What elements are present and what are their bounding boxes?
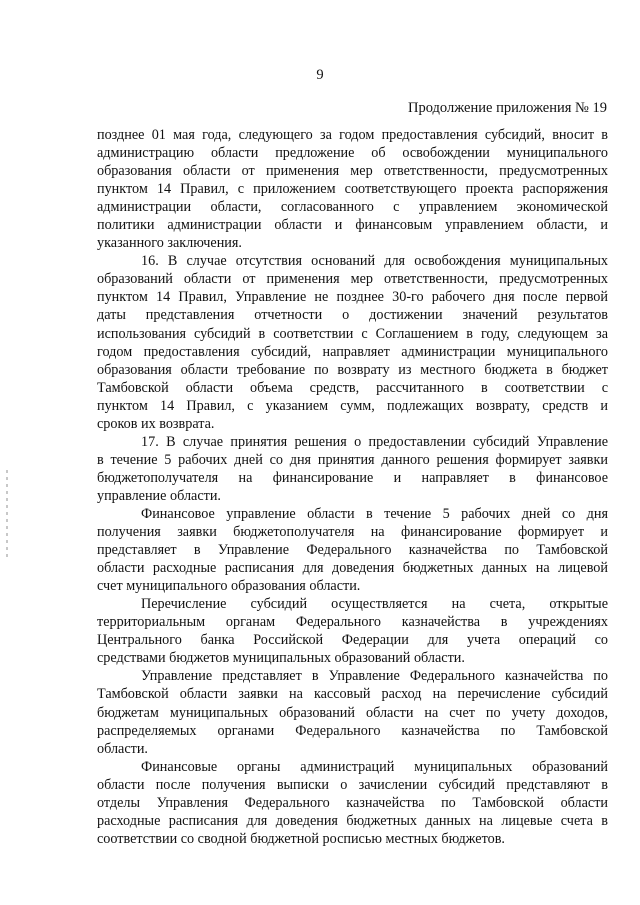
text-line: Финансовое управление области в течение 5 рабочих дней со дня xyxy=(141,505,608,522)
text-line: соответствии со сводной бюджетной росписью местных бюджетов. xyxy=(97,830,505,847)
text-line: годом предоставления субсидий, направляет администрации муниципального xyxy=(97,343,608,360)
text-line: средствами бюджетов муниципальных образований области. xyxy=(97,650,465,667)
text-line: администрацию области предложение об освобождении муниципального xyxy=(97,145,608,162)
paragraph xyxy=(97,667,608,757)
text-line: Тамбовской области заявки на кассовый расход на перечисление субсидий xyxy=(97,686,608,703)
text-line: получения заявки бюджетополучателя на финансирование формирует и xyxy=(97,524,608,541)
text-line: пунктом 14 Правил, с указанием сумм, подлежащих возврату, средств и xyxy=(97,397,608,414)
text-line: представляет в Управление Федерального казначейства по Тамбовской xyxy=(97,542,608,559)
text-line: использования субсидий в соответствии с Соглашением в году, следующем за xyxy=(97,325,608,342)
text-line: политики администрации области и финансовым управлением области, и xyxy=(97,217,608,234)
paragraph xyxy=(97,252,608,432)
text-line: Управление представляет в Управление Федерального казначейства по xyxy=(141,668,608,685)
text-line: области. xyxy=(97,740,148,757)
appendix-continuation-note: Продолжение приложения № 19 xyxy=(408,100,607,116)
paragraph xyxy=(97,433,608,505)
paragraph xyxy=(97,758,608,848)
text-line: области после получения выписки о зачислении субсидий представляют в xyxy=(97,776,608,793)
text-line: пунктом 14 Правил, с приложением соответствующего проекта распоряжения xyxy=(97,181,608,198)
text-line: администрации области, согласованного с управлением экономической xyxy=(97,199,608,216)
text-line: указанного заключения. xyxy=(97,235,242,252)
text-line: сроков их возврата. xyxy=(97,415,215,432)
text-line: пунктом 14 Правил, Управление не позднее 30-го рабочего дня после первой xyxy=(97,289,608,306)
text-line: Перечисление субсидий осуществляется на счета, открытые xyxy=(141,596,608,613)
paragraph xyxy=(97,505,608,595)
text-line: в течение 5 рабочих дней со дня принятия данного решения формирует заявки xyxy=(97,451,608,468)
page-number: 9 xyxy=(316,67,324,83)
text-line: 17. В случае принятия решения о предоставлении субсидий Управление xyxy=(141,433,608,450)
text-line: управление области. xyxy=(97,487,221,504)
text-line: Центрального банка Российской Федерации для учета операций со xyxy=(97,632,608,649)
text-line: образования области требование по возврату из местного бюджета в бюджет xyxy=(97,361,608,378)
text-line: распределяемых органами Федерального казначейства по Тамбовской xyxy=(97,722,608,739)
text-line: расходные расписания для доведения бюджетных данных на лицевые счета в xyxy=(97,812,608,829)
text-line: бюджетам муниципальных образований области на счет по учету доходов, xyxy=(97,704,608,721)
text-line: даты представления отчетности о достижении значений результатов xyxy=(97,307,608,324)
text-line: области расходные расписания для доведения бюджетных данных на лицевой xyxy=(97,560,608,577)
paragraph xyxy=(97,126,608,252)
text-line: образования области от применения мер ответственности, предусмотренных xyxy=(97,163,608,180)
text-line: 16. В случае отсутствия оснований для освобождения муниципальных xyxy=(141,253,608,270)
text-line: Тамбовской области объема средств, рассчитанного в соответствии с xyxy=(97,379,608,396)
text-line: позднее 01 мая года, следующего за годом предоставления субсидий, вносит в xyxy=(97,127,608,143)
text-line: бюджетополучателя на финансирование и направляет в финансовое xyxy=(97,469,608,486)
text-line: Финансовые органы администраций муниципальных образований xyxy=(141,758,608,775)
text-line: образований области от применения мер ответственности, предусмотренных xyxy=(97,271,608,288)
text-line: отделы Управления Федерального казначейства по Тамбовской области xyxy=(97,794,608,811)
scan-edge-mark xyxy=(6,470,8,560)
paragraph xyxy=(97,595,608,667)
text-line: счет муниципального образования области. xyxy=(97,578,361,595)
text-line: территориальным органам Федерального казначейства в учреждениях xyxy=(97,614,608,631)
document-body xyxy=(97,126,608,848)
